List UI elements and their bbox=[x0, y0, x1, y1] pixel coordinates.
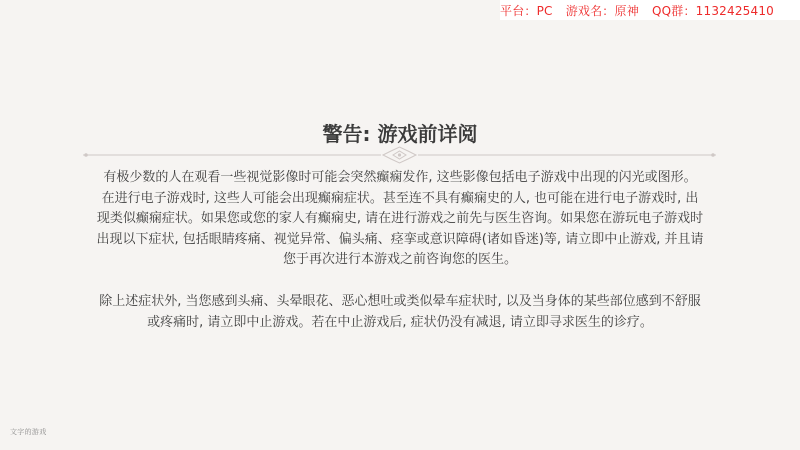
warning-paragraph-2 bbox=[0, 292, 800, 333]
paragraph-1-line: 在进行电子游戏时, 这些人可能会出现癫痫症状。甚至连不具有癫痫史的人, 也可能在进行电子游戏时, 出 bbox=[101, 190, 699, 206]
paragraph-1-line: 现类似癫痫症状。如果您或您的家人有癫痫史, 请在进行游戏之前先与医生咨询。如果您在游玩电子游戏时 bbox=[96, 211, 704, 226]
game-name-label: 游戏名：原神 bbox=[565, 3, 639, 18]
stream-info-overlay bbox=[500, 0, 800, 20]
paragraph-1-line: 您于再次进行本游戏之前咨询您的医生。 bbox=[282, 252, 517, 267]
ornamental-divider bbox=[83, 146, 716, 164]
paragraph-1-line: 有极少数的人在观看一些视觉影像时可能会突然癫痫发作, 这些影像包括电子游戏中出现的闪光或图形。 bbox=[103, 170, 697, 185]
warning-title: 警告: 游戏前详阅 bbox=[322, 122, 478, 146]
qq-group-label: QQ群：1132425410 bbox=[651, 3, 774, 18]
warning-paragraph-1 bbox=[0, 168, 800, 271]
watermark: 文字的游戏 bbox=[10, 428, 47, 436]
paragraph-1-line: 出现以下症状, 包括眼睛疼痛、视觉异常、偏头痛、痉挛或意识障碍(诸如昏迷)等, 请立即中止游戏, 并且请 bbox=[96, 231, 704, 247]
platform-label: 平台：PC bbox=[500, 3, 553, 18]
paragraph-2-line: 或疼痛时, 请立即中止游戏。若在中止游戏后, 症状仍没有减退, 请立即寻求医生的诊疗。 bbox=[147, 314, 653, 330]
paragraph-2-line: 除上述症状外, 当您感到头痛、头晕眼花、恶心想吐或类似晕车症状时, 以及当身体的某些部位感到不舒服 bbox=[99, 294, 701, 309]
